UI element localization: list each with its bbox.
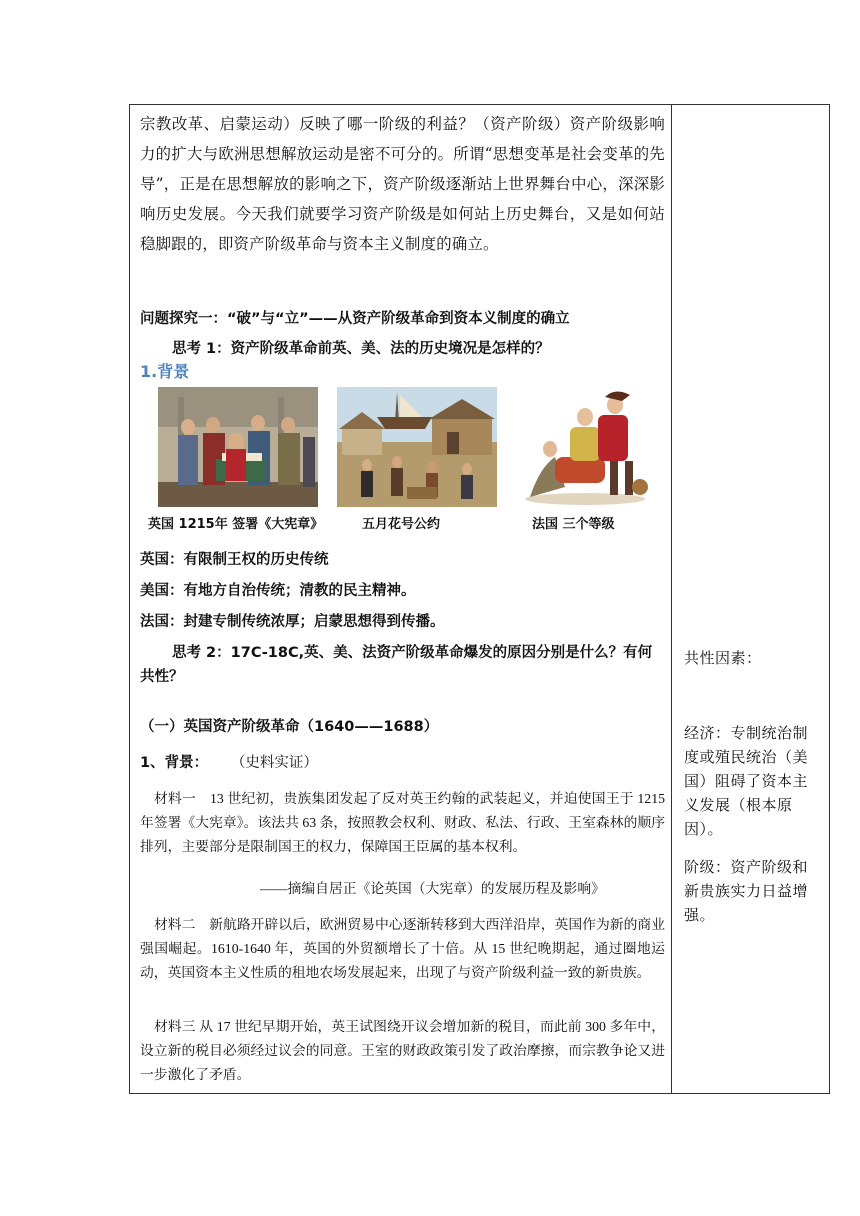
think1-question: 思考 1：资产阶级革命前英、美、法的历史境况是怎样的？: [172, 341, 550, 357]
material-one: 材料一 13 世纪初，贵族集团发起了反对英王约翰的武装起义，并迫使国王于 1215 年签署《大宪章》。该法共 63 条，按照教会权利、财政、私法、行政、王室森林的顺序排列，主要部分是限制国王的权力，保障国王臣属的基本权利。: [140, 791, 665, 854]
think2-question: 思考 2：17C-18C,英、美、法资产阶级革命爆发的原因分别是什么？有何共性？: [140, 645, 653, 685]
material-two: 材料二 新航路开辟以后，欧洲贸易中心逐渐转移到大西洋沿岸，英国作为新的商业强国崛起。1610-1640 年，英国的外贸额增长了十倍。从 15 世纪晚期起，通过圈地运动，英国资本主义性质的租地农场发展起来，出现了与资产阶级利益一致的新贵族。: [140, 917, 665, 980]
fact-france: 法国：封建专制传统浓厚；启蒙思想得到传播。: [140, 614, 445, 630]
background-label: 1、背景：: [140, 755, 209, 771]
background-label-line: [140, 751, 318, 772]
main-column: [130, 105, 671, 1093]
intro-paragraph: 宗教改革、启蒙运动）反映了哪一阶级的利益？（资产阶级）资产阶级影响力的扩大与欧洲思想解放运动是密不可分的。所谓“思想变革是社会变革的先导”，正是在思想解放的影响之下，资产阶级逐渐站上世界舞台中心，深深影响历史发展。今天我们就要学习资产阶级是如何站上历史舞台，又是如何站稳脚跟的，即资产阶级革命与资本主义制度的确立。: [140, 115, 665, 253]
section-title: 问题探究一：“破”与“立”——从资产阶级革命到资本义制度的确立: [140, 311, 570, 327]
image-caption-france: 法国 三个等级: [532, 517, 615, 532]
evidence-note: （史料实证）: [238, 755, 318, 771]
lesson-table: [129, 104, 830, 1094]
three-estates-caricature-icon: [510, 387, 660, 507]
material-three: 材料三 从 17 世纪早期开始，英王试图绕开议会增加新的税目，而此前 300 多年中，设立新的税目必须经过议会的同意。王室的财政政策引发了政治摩擦，而宗教争论又进一步激化了矛盾。: [140, 1019, 665, 1082]
material-one-source: ——摘编自居正《论英国（大宪章）的发展历程及影响》: [260, 881, 605, 896]
fact-usa: 美国：有地方自治传统；清教的民主精神。: [140, 583, 416, 599]
side-notes-column: [672, 105, 830, 1093]
class-factor: 阶级：资产阶级和新贵族实力日益增强。: [684, 858, 809, 924]
economy-factor: 经济：专制统治制度或殖民统治（美国）阻碍了资本主义发展（根本原因）。: [684, 724, 809, 838]
subsection-title: （一）英国资产阶级革命（1640——1688）: [140, 719, 439, 735]
image-caption-mayflower: 五月花号公约: [362, 517, 441, 532]
image-caption-england: 英国 1215年 签署《大宪章》: [148, 517, 324, 532]
background-heading: 1.背景: [140, 362, 190, 381]
mayflower-colony-painting-icon: [337, 387, 497, 507]
common-factors-label: 共性因素：: [684, 649, 762, 667]
magna-carta-painting-icon: [158, 387, 318, 507]
fact-england: 英国：有限制王权的历史传统: [140, 552, 329, 568]
